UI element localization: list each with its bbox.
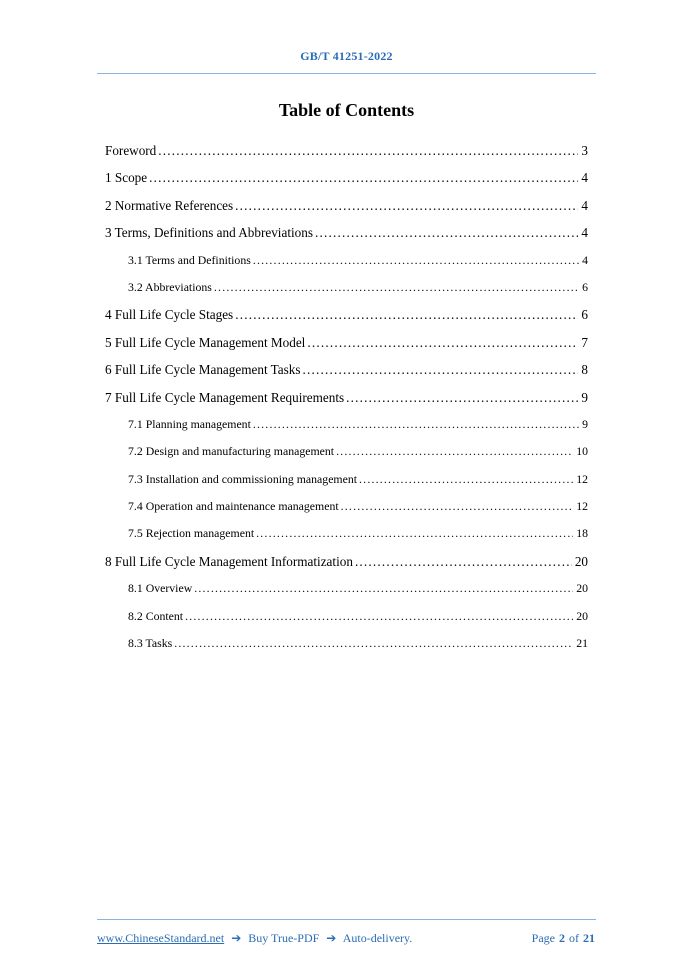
page-title: Table of Contents bbox=[278, 100, 415, 120]
toc-entry bbox=[105, 170, 588, 197]
toc-entry-label: 8.1 Overview bbox=[128, 581, 193, 596]
footer-row bbox=[97, 931, 596, 946]
footer-rule bbox=[97, 919, 596, 920]
toc-entry bbox=[105, 198, 588, 225]
toc-entry-label: 3.1 Terms and Definitions bbox=[128, 252, 251, 267]
header-rule bbox=[97, 73, 596, 74]
toc-leader-dots bbox=[256, 526, 573, 541]
toc-entry bbox=[105, 362, 588, 389]
toc-entry bbox=[105, 554, 588, 581]
toc-leader-dots bbox=[149, 170, 578, 186]
arrow-icon: ➔ bbox=[231, 931, 242, 945]
toc-entry bbox=[105, 280, 588, 307]
toc-page-number: 4 bbox=[581, 197, 588, 213]
toc-page-number: 9 bbox=[581, 389, 588, 405]
toc-entry bbox=[105, 444, 588, 471]
toc-entry-label: 3.2 Abbreviations bbox=[128, 279, 212, 294]
toc-leader-dots bbox=[355, 554, 572, 570]
toc-page-number: 9 bbox=[582, 416, 588, 431]
toc-entry bbox=[105, 225, 588, 252]
toc-entry bbox=[105, 499, 588, 526]
page-footer bbox=[97, 919, 596, 946]
toc-leader-dots bbox=[307, 335, 578, 351]
doc-number: GB/T 41251-2022 bbox=[300, 49, 393, 63]
toc-leader-dots bbox=[359, 472, 573, 487]
page-indicator bbox=[532, 931, 596, 946]
toc-leader-dots bbox=[235, 307, 578, 323]
toc-entry bbox=[105, 581, 588, 608]
toc-leader-dots bbox=[214, 280, 579, 295]
toc-page-number: 8 bbox=[581, 362, 588, 378]
toc-leader-dots bbox=[336, 444, 573, 459]
toc-list bbox=[105, 143, 588, 663]
toc-entry-label: 8.2 Content bbox=[128, 608, 184, 623]
toc-leader-dots bbox=[315, 225, 578, 241]
page-indicator-of: of bbox=[569, 931, 579, 945]
toc-leader-dots bbox=[158, 143, 578, 159]
footer-left bbox=[97, 931, 412, 946]
arrow-icon: ➔ bbox=[326, 931, 337, 945]
toc-entry-label: 2 Normative References bbox=[105, 197, 234, 213]
toc-entry bbox=[105, 143, 588, 170]
toc-page-number: 21 bbox=[576, 636, 588, 651]
toc-page-number: 20 bbox=[576, 608, 588, 623]
toc-leader-dots bbox=[341, 499, 574, 514]
toc-entry-label: 1 Scope bbox=[105, 170, 148, 186]
toc-page-number: 4 bbox=[581, 225, 588, 241]
toc-entry-label: 7.3 Installation and commissioning management bbox=[128, 471, 358, 486]
toc-leader-dots bbox=[346, 390, 578, 406]
toc-page-number: 7 bbox=[581, 334, 588, 350]
toc-entry bbox=[105, 636, 588, 663]
toc-entry bbox=[105, 417, 588, 444]
toc-page-number: 6 bbox=[582, 279, 588, 294]
page-indicator-current: 2 bbox=[559, 931, 565, 945]
toc-entry-label: 4 Full Life Cycle Stages bbox=[105, 307, 234, 323]
toc-page-number: 3 bbox=[581, 143, 588, 158]
toc-leader-dots bbox=[303, 362, 579, 378]
page-header bbox=[0, 0, 693, 74]
toc-page-number: 12 bbox=[576, 471, 588, 486]
toc-entry bbox=[105, 335, 588, 362]
footer-delivery-text: Auto-delivery. bbox=[342, 931, 413, 945]
toc-entry-label: 7.1 Planning management bbox=[128, 416, 251, 431]
toc-entry-label: 8 Full Life Cycle Management Informatization bbox=[105, 553, 353, 569]
page-indicator-label: Page bbox=[531, 931, 555, 945]
toc-page-number: 6 bbox=[581, 307, 588, 323]
toc-entry bbox=[105, 526, 588, 553]
toc-entry bbox=[105, 390, 588, 417]
toc-entry-label: 7.4 Operation and maintenance management bbox=[128, 499, 339, 514]
toc-entry bbox=[105, 307, 588, 334]
toc-page-number: 20 bbox=[574, 553, 588, 569]
toc-leader-dots bbox=[174, 636, 573, 651]
toc-page-number: 18 bbox=[576, 526, 588, 541]
toc-page-number: 12 bbox=[576, 499, 588, 514]
toc-page-number: 10 bbox=[576, 444, 588, 459]
toc-entry-label: 7 Full Life Cycle Management Requirements bbox=[105, 389, 345, 405]
toc-page-number: 4 bbox=[581, 170, 588, 186]
toc-entry-label: Foreword bbox=[105, 143, 157, 158]
footer-buy-text: Buy True-PDF bbox=[248, 931, 320, 945]
toc-entry-label: 3 Terms, Definitions and Abbreviations bbox=[105, 225, 313, 241]
toc-entry bbox=[105, 253, 588, 280]
page-indicator-total: 21 bbox=[583, 931, 595, 945]
toc-entry-label: 6 Full Life Cycle Management Tasks bbox=[105, 362, 301, 378]
toc-leader-dots bbox=[253, 253, 579, 268]
toc-entry-label: 7.5 Rejection management bbox=[128, 526, 255, 541]
footer-site-link[interactable]: www.ChineseStandard.net bbox=[97, 931, 225, 945]
toc-entry bbox=[105, 609, 588, 636]
toc-entry-label: 5 Full Life Cycle Management Model bbox=[105, 334, 306, 350]
toc-entry bbox=[105, 472, 588, 499]
toc-leader-dots bbox=[235, 198, 578, 214]
toc-entry-label: 8.3 Tasks bbox=[128, 636, 173, 651]
toc-leader-dots bbox=[194, 581, 573, 596]
toc-entry-label: 7.2 Design and manufacturing management bbox=[128, 444, 335, 459]
toc-page-number: 4 bbox=[582, 252, 588, 267]
toc-page-number: 20 bbox=[576, 581, 588, 596]
toc-leader-dots bbox=[253, 417, 579, 432]
toc-leader-dots bbox=[185, 609, 573, 624]
